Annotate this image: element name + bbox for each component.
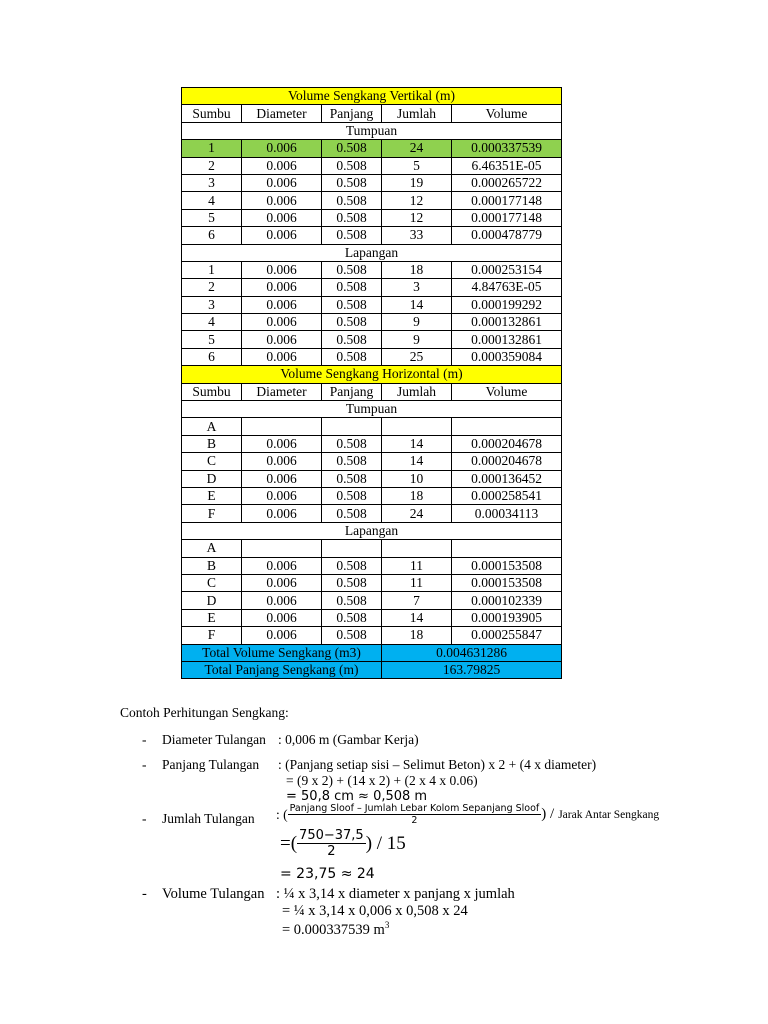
total-length-row	[182, 661, 562, 678]
table-row	[182, 331, 562, 348]
table-cell: 0.006	[242, 227, 322, 244]
table-cell: 0.006	[242, 331, 322, 348]
table-cell	[242, 418, 322, 435]
table-cell: 7	[382, 592, 452, 609]
table-cell: 0.000204678	[452, 435, 562, 452]
table-cell: 0.006	[242, 296, 322, 313]
table-cell: 4	[182, 314, 242, 331]
table-row	[182, 592, 562, 609]
table-cell: 0.000153508	[452, 557, 562, 574]
bullet-dash: -	[142, 886, 147, 902]
subsection-label: Lapangan	[182, 522, 562, 539]
table-cell: 0.508	[322, 505, 382, 522]
table-row	[182, 314, 562, 331]
panjang-substitution: = (9 x 2) + (14 x 2) + (2 x 4 x 0.06)	[286, 773, 478, 788]
table-cell: 0.000136452	[452, 470, 562, 487]
table-cell: F	[182, 627, 242, 644]
table-cell: 0.006	[242, 609, 322, 626]
table-cell: 0.006	[242, 470, 322, 487]
subsection-row	[182, 122, 562, 139]
table-cell: 0.006	[242, 627, 322, 644]
table-cell: 0.508	[322, 470, 382, 487]
table-cell: 0.000258541	[452, 487, 562, 504]
table-cell: 0.508	[322, 435, 382, 452]
table-cell: 0.508	[322, 592, 382, 609]
column-header: Jumlah	[382, 105, 452, 122]
table-cell: 0.000265722	[452, 174, 562, 191]
table-cell: 0.508	[322, 609, 382, 626]
volume-result	[282, 920, 389, 939]
table-cell: 0.508	[322, 227, 382, 244]
table-cell: 6	[182, 348, 242, 365]
section-title: Volume Sengkang Vertikal (m)	[182, 88, 562, 105]
table-cell: 9	[382, 331, 452, 348]
table-cell: 0.000337539	[452, 140, 562, 157]
table-cell: 0.006	[242, 592, 322, 609]
table-cell: 6.46351E-05	[452, 157, 562, 174]
table-cell: 3	[182, 174, 242, 191]
table-cell: 3	[182, 296, 242, 313]
column-header: Sumbu	[182, 383, 242, 400]
table-cell: B	[182, 435, 242, 452]
total-volume-value: 0.004631286	[382, 644, 562, 661]
table-cell: 0.000132861	[452, 331, 562, 348]
table-cell: 0.508	[322, 209, 382, 226]
column-header: Diameter	[242, 383, 322, 400]
table-cell: D	[182, 470, 242, 487]
table-row	[182, 227, 562, 244]
table-cell: F	[182, 505, 242, 522]
table-cell: 3	[382, 279, 452, 296]
section-title-row	[182, 366, 562, 383]
table-cell: 0.508	[322, 453, 382, 470]
table-cell: 0.508	[322, 279, 382, 296]
table-cell	[452, 540, 562, 557]
table-row	[182, 157, 562, 174]
table-cell	[242, 540, 322, 557]
volume-substitution: = ¼ x 3,14 x 0,006 x 0,508 x 24	[282, 903, 468, 919]
column-header: Sumbu	[182, 105, 242, 122]
table-cell: E	[182, 609, 242, 626]
table-cell: 0.508	[322, 296, 382, 313]
table-cell: 14	[382, 296, 452, 313]
table-row	[182, 487, 562, 504]
table-cell: C	[182, 453, 242, 470]
jumlah-fraction-denominator: 2	[411, 815, 418, 826]
table-cell: 12	[382, 209, 452, 226]
table-cell: 19	[382, 174, 452, 191]
table-cell: 9	[382, 314, 452, 331]
table-row	[182, 540, 562, 557]
header-row	[182, 105, 562, 122]
subsection-row	[182, 522, 562, 539]
panjang-result: = 50,8 cm ≈ 0,508 m	[286, 789, 428, 804]
table-cell: 0.006	[242, 435, 322, 452]
table-cell: 24	[382, 140, 452, 157]
table-cell: 0.508	[322, 174, 382, 191]
table-cell: A	[182, 418, 242, 435]
table-cell: 0.508	[322, 192, 382, 209]
table-cell: 11	[382, 574, 452, 591]
table-row	[182, 140, 562, 157]
table-cell: D	[182, 592, 242, 609]
table-cell: E	[182, 487, 242, 504]
jumlah-substitution	[280, 828, 406, 859]
table-row	[182, 453, 562, 470]
table-cell: 24	[382, 505, 452, 522]
table-cell: 0.006	[242, 279, 322, 296]
sengkang-volume-table	[181, 87, 562, 679]
table-cell	[452, 418, 562, 435]
table-cell: 6	[182, 227, 242, 244]
table-cell	[382, 540, 452, 557]
table-cell: C	[182, 574, 242, 591]
table-cell: 0.006	[242, 348, 322, 365]
table-row	[182, 627, 562, 644]
table-cell: 0.000132861	[452, 314, 562, 331]
bullet-dash: -	[142, 811, 147, 826]
column-header: Volume	[452, 383, 562, 400]
table-cell: 0.006	[242, 314, 322, 331]
table-cell	[382, 418, 452, 435]
jumlah2-close: ) / 15	[365, 832, 406, 854]
table-row	[182, 192, 562, 209]
panjang-formula: : (Panjang setiap sisi – Selimut Beton) x 2 + (4 x diameter)	[278, 757, 597, 772]
table-cell: 0.000102339	[452, 592, 562, 609]
table-cell: 12	[382, 192, 452, 209]
table-row	[182, 296, 562, 313]
table-row	[182, 279, 562, 296]
table-cell: 0.006	[242, 209, 322, 226]
table-cell: 0.00034113	[452, 505, 562, 522]
table-cell: 2	[182, 279, 242, 296]
table-cell: 10	[382, 470, 452, 487]
jumlah-fraction	[288, 803, 542, 826]
table-row	[182, 435, 562, 452]
table-cell: 18	[382, 261, 452, 278]
table-row	[182, 348, 562, 365]
table-cell: 0.000177148	[452, 192, 562, 209]
jumlah-open: : (	[276, 806, 288, 822]
table-cell	[322, 540, 382, 557]
table-cell: 0.006	[242, 261, 322, 278]
table-cell: 5	[182, 209, 242, 226]
column-header: Panjang	[322, 383, 382, 400]
header-row	[182, 383, 562, 400]
jumlah-divisor-label: Jarak Antar Sengkang	[558, 808, 660, 821]
table-cell: 33	[382, 227, 452, 244]
jumlah2-fraction	[297, 828, 366, 859]
table-cell: 0.000204678	[452, 453, 562, 470]
table-cell: 5	[382, 157, 452, 174]
table-cell: 0.006	[242, 140, 322, 157]
table-cell: 0.508	[322, 157, 382, 174]
subsection-row	[182, 244, 562, 261]
table-row	[182, 209, 562, 226]
table-cell: 1	[182, 140, 242, 157]
table-row	[182, 574, 562, 591]
volume-formula: : ¼ x 3,14 x diameter x panjang x jumlah	[276, 886, 515, 902]
jumlah2-open: =(	[280, 832, 298, 854]
bullet-dash: -	[142, 732, 147, 747]
table-cell: 0.000253154	[452, 261, 562, 278]
table-cell: 0.508	[322, 574, 382, 591]
table-cell: 4.84763E-05	[452, 279, 562, 296]
total-length-label: Total Panjang Sengkang (m)	[182, 661, 382, 678]
table-cell: 0.508	[322, 627, 382, 644]
table-cell: 0.508	[322, 487, 382, 504]
jumlah-result: = 23,75 ≈ 24	[280, 866, 375, 882]
table-cell: 1	[182, 261, 242, 278]
jumlah-close: ) /	[541, 806, 555, 822]
table-cell: 18	[382, 487, 452, 504]
table-cell: 0.508	[322, 557, 382, 574]
table-row	[182, 609, 562, 626]
section-title: Volume Sengkang Horizontal (m)	[182, 366, 562, 383]
table-cell: 0.000153508	[452, 574, 562, 591]
table-cell: 18	[382, 627, 452, 644]
bullet-dash: -	[142, 757, 147, 772]
table-cell: 0.508	[322, 261, 382, 278]
table-cell: 0.006	[242, 574, 322, 591]
table-cell	[322, 418, 382, 435]
subsection-label: Tumpuan	[182, 122, 562, 139]
table-cell: 0.000177148	[452, 209, 562, 226]
table-cell: 0.000199292	[452, 296, 562, 313]
subsection-label: Tumpuan	[182, 401, 562, 418]
table-cell: 0.508	[322, 140, 382, 157]
table-row	[182, 505, 562, 522]
table-row	[182, 261, 562, 278]
jumlah-fraction-numerator: Panjang Sloof – Jumlah Lebar Kolom Sepanjang Sloof	[289, 803, 540, 814]
total-length-value: 163.79825	[382, 661, 562, 678]
subsection-label: Lapangan	[182, 244, 562, 261]
table-cell: 2	[182, 157, 242, 174]
table-cell: 0.000478779	[452, 227, 562, 244]
table-cell: 25	[382, 348, 452, 365]
diameter-label: Diameter Tulangan	[162, 732, 266, 747]
table-cell: 5	[182, 331, 242, 348]
table-cell: 14	[382, 435, 452, 452]
table-cell: 0.000255847	[452, 627, 562, 644]
table-cell: 0.006	[242, 174, 322, 191]
table-cell: 4	[182, 192, 242, 209]
table-cell: 0.000193905	[452, 609, 562, 626]
table-cell: 0.006	[242, 157, 322, 174]
subsection-row	[182, 401, 562, 418]
table-row	[182, 418, 562, 435]
jumlah-label: Jumlah Tulangan	[162, 811, 255, 826]
table-cell: 0.006	[242, 192, 322, 209]
volume-result-value: = 0.000337539 m	[282, 921, 385, 938]
jumlah2-denominator: 2	[327, 844, 336, 859]
table-cell: A	[182, 540, 242, 557]
total-volume-row	[182, 644, 562, 661]
table-row	[182, 174, 562, 191]
jumlah-formula	[276, 803, 659, 826]
table-cell: 0.508	[322, 314, 382, 331]
table-cell: 0.006	[242, 557, 322, 574]
column-header: Volume	[452, 105, 562, 122]
calc-heading: Contoh Perhitungan Sengkang:	[120, 705, 289, 720]
jumlah2-numerator: 750−37,5	[299, 828, 364, 843]
table-cell: 0.508	[322, 331, 382, 348]
volume-unit-exponent: 3	[384, 920, 390, 930]
table-cell: 0.000359084	[452, 348, 562, 365]
table-cell: 0.006	[242, 453, 322, 470]
table-row	[182, 470, 562, 487]
table-cell: 11	[382, 557, 452, 574]
table-cell: 14	[382, 453, 452, 470]
column-header: Jumlah	[382, 383, 452, 400]
diameter-text: : 0,006 m (Gambar Kerja)	[278, 732, 419, 747]
column-header: Diameter	[242, 105, 322, 122]
table-cell: 0.006	[242, 505, 322, 522]
total-volume-label: Total Volume Sengkang (m3)	[182, 644, 382, 661]
table-cell: 0.508	[322, 348, 382, 365]
table-cell: 14	[382, 609, 452, 626]
volume-label: Volume Tulangan	[162, 886, 265, 902]
table-cell: 0.006	[242, 487, 322, 504]
table-row	[182, 557, 562, 574]
table-cell: B	[182, 557, 242, 574]
panjang-label: Panjang Tulangan	[162, 757, 260, 772]
section-title-row	[182, 88, 562, 105]
column-header: Panjang	[322, 105, 382, 122]
